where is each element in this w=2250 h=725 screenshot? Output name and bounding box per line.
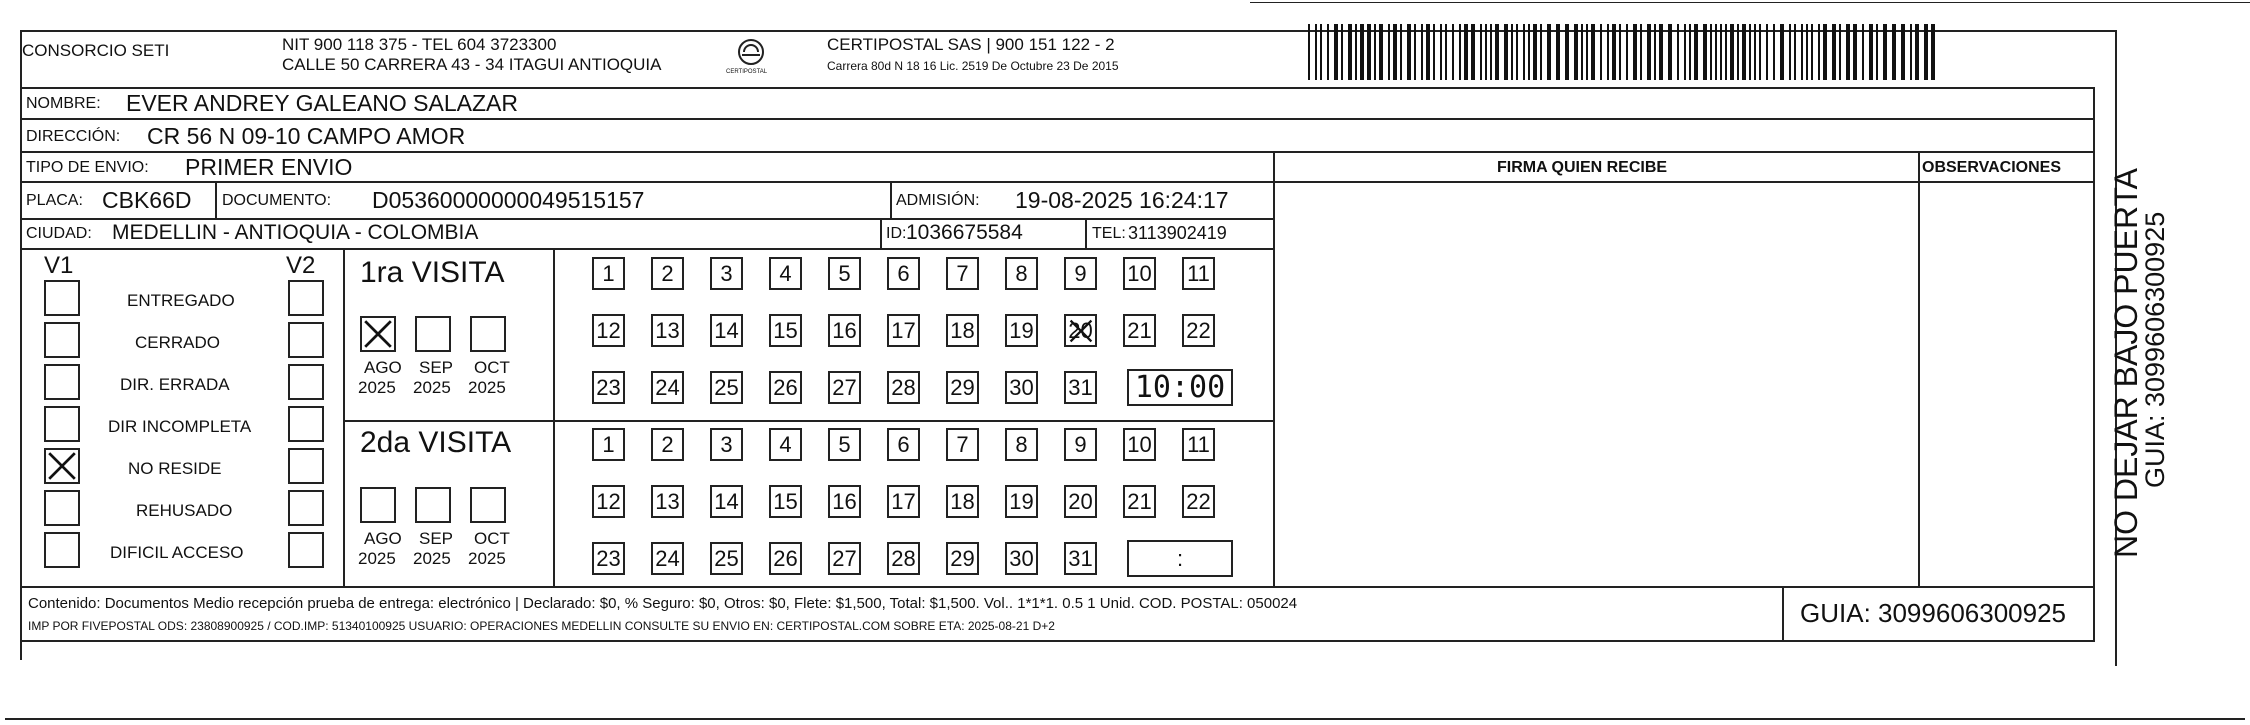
ciudad-label: CIUDAD: (26, 225, 92, 242)
visit2-day-box[interactable]: 29 (946, 542, 979, 575)
visit2-year-label: 2025 (358, 549, 396, 568)
visit2-day-box[interactable]: 17 (887, 485, 920, 518)
observaciones-header: OBSERVACIONES (1922, 159, 2061, 176)
firma-header: FIRMA QUIEN RECIBE (1497, 159, 1668, 176)
v1-label: V1 (44, 252, 74, 279)
postal-license: Carrera 80d N 18 16 Lic. 2519 De Octubre 23 De 2015 (827, 59, 1119, 73)
v2-label: V2 (286, 252, 316, 279)
visit2-day-box[interactable]: 8 (1005, 428, 1038, 461)
id-value: 1036675584 (906, 221, 1023, 244)
visit2-day-box[interactable]: 30 (1005, 542, 1038, 575)
visit2-title: 2da VISITA (360, 426, 512, 459)
status-label: DIR INCOMPLETA (108, 417, 252, 436)
visit1-day-box[interactable]: 11 (1182, 257, 1215, 290)
visit1-day-box[interactable]: 25 (710, 371, 743, 404)
status-v2-checkbox[interactable] (288, 280, 324, 316)
visit2-day-box[interactable]: 22 (1182, 485, 1215, 518)
visit1-day-box[interactable]: 17 (887, 314, 920, 347)
visit1-day-box[interactable]: 18 (946, 314, 979, 347)
status-v2-checkbox[interactable] (288, 448, 324, 484)
documento-label: DOCUMENTO: (222, 192, 332, 209)
visit1-day-box[interactable]: 22 (1182, 314, 1215, 347)
direccion-label: DIRECCIÓN: (26, 128, 121, 145)
company-name: CONSORCIO SETI (22, 41, 170, 60)
admision-label: ADMISIÓN: (896, 192, 980, 209)
visit1-year-label: 2025 (468, 378, 506, 397)
visit1-day-box[interactable]: 23 (592, 371, 625, 404)
visit1-month-checkbox[interactable] (415, 316, 451, 352)
footer-contenido: Contenido: Documentos Medio recepción prueba de entrega: electrónico | Declarado: $0, % Seguro: $0, Otros: $0, Flete: $1,500, Total: $1,500. Vol.. 1*1*1. 0.5 1 Unid. COD. POSTAL: 050024 (28, 595, 1298, 612)
status-v1-checkbox[interactable] (44, 532, 80, 568)
barcode (1306, 24, 1940, 80)
tipo-value: PRIMER ENVIO (185, 154, 353, 180)
visit1-day-box[interactable]: 26 (769, 371, 802, 404)
visit2-month-checkbox[interactable] (415, 487, 451, 523)
visit2-day-box[interactable]: 10 (1123, 428, 1156, 461)
visit1-month-checkbox[interactable] (360, 316, 396, 352)
visit1-day-box[interactable]: 20 (1064, 314, 1097, 347)
visit1-day-box[interactable]: 31 (1064, 371, 1097, 404)
status-v1-checkbox[interactable] (44, 364, 80, 400)
visit2-day-box[interactable]: 25 (710, 542, 743, 575)
visit1-month-label: OCT (474, 358, 510, 377)
visit2-day-box[interactable]: 16 (828, 485, 861, 518)
visit1-day-box[interactable]: 19 (1005, 314, 1038, 347)
col-firma-left (1273, 151, 1275, 586)
visit2-day-box[interactable]: 7 (946, 428, 979, 461)
status-v1-checkbox[interactable] (44, 406, 80, 442)
visit2-day-box[interactable]: 14 (710, 485, 743, 518)
x-mark-icon (46, 450, 78, 482)
visit1-day-box[interactable]: 8 (1005, 257, 1038, 290)
visit2-month-checkbox[interactable] (470, 487, 506, 523)
status-v2-checkbox[interactable] (288, 322, 324, 358)
ciudad-value: MEDELLIN - ANTIOQUIA - COLOMBIA (112, 221, 479, 244)
visit1-day-box[interactable]: 27 (828, 371, 861, 404)
visit1-year-label: 2025 (358, 378, 396, 397)
visit2-month-label: SEP (419, 529, 454, 548)
visit2-day-box[interactable]: 1 (592, 428, 625, 461)
visit2-day-box[interactable]: 5 (828, 428, 861, 461)
visit2-day-box[interactable]: 3 (710, 428, 743, 461)
footer-guia: GUIA: 3099606300925 (1800, 598, 2066, 628)
guia-box-left (1782, 586, 1784, 642)
visit2-day-box[interactable]: 6 (887, 428, 920, 461)
visit1-day-box[interactable]: 10 (1123, 257, 1156, 290)
x-mark-icon (1068, 318, 1094, 344)
visit2-day-box[interactable]: 19 (1005, 485, 1038, 518)
postal-name: CERTIPOSTAL SAS | 900 151 122 - 2 (827, 35, 1115, 54)
row-line-3b (1273, 181, 2095, 183)
visit2-day-box[interactable]: 11 (1182, 428, 1215, 461)
visit1-day-box[interactable]: 7 (946, 257, 979, 290)
visit2-month-label: OCT (474, 529, 510, 548)
id-divider (880, 218, 882, 248)
status-v2-checkbox[interactable] (288, 364, 324, 400)
visit2-day-box[interactable]: 15 (769, 485, 802, 518)
visit1-month-label: SEP (419, 358, 454, 377)
nit-line: NIT 900 118 375 - TEL 604 3723300 (282, 35, 557, 54)
visit2-time-field[interactable]: : (1127, 540, 1233, 577)
visit1-day-box[interactable]: 9 (1064, 257, 1097, 290)
side-warning: NO DEJAR BAJO PUERTA (2108, 168, 2144, 558)
cross-mark (1068, 318, 1094, 344)
logo-text: CERTIPOSTAL (726, 69, 768, 75)
status-v2-checkbox[interactable] (288, 532, 324, 568)
info-left (20, 87, 22, 592)
visit1-month-checkbox[interactable] (470, 316, 506, 352)
visit1-year-label: 2025 (413, 378, 451, 397)
status-v1-checkbox[interactable] (44, 322, 80, 358)
visit1-day-box[interactable]: 29 (946, 371, 979, 404)
row-line-2 (20, 151, 2095, 153)
status-label: ENTREGADO (127, 291, 235, 310)
visit1-day-box[interactable]: 4 (769, 257, 802, 290)
visit1-title: 1ra VISITA (360, 256, 505, 289)
bottom-rule (5, 718, 2245, 720)
visit2-month-label: AGO (364, 529, 402, 548)
status-label: DIFICIL ACCESO (110, 543, 244, 562)
visit1-day-box[interactable]: 1 (592, 257, 625, 290)
row-line-5 (20, 248, 1275, 250)
visit2-day-box[interactable]: 21 (1123, 485, 1156, 518)
visit2-year-label: 2025 (468, 549, 506, 568)
visit1-day-box[interactable]: 16 (828, 314, 861, 347)
visit2-day-box[interactable]: 18 (946, 485, 979, 518)
visit2-day-box[interactable]: 24 (651, 542, 684, 575)
visit1-day-box[interactable]: 21 (1123, 314, 1156, 347)
status-label: NO RESIDE (128, 459, 222, 478)
status-label: CERRADO (135, 333, 221, 352)
nombre-value: EVER ANDREY GALEANO SALAZAR (126, 90, 518, 116)
visit1-day-box[interactable]: 3 (710, 257, 743, 290)
visit1-day-box[interactable]: 13 (651, 314, 684, 347)
info-top (20, 87, 2095, 89)
row-line-1 (20, 118, 2095, 120)
tel-divider (1085, 218, 1087, 248)
visit1-day-box[interactable]: 12 (592, 314, 625, 347)
visit2-year-label: 2025 (413, 549, 451, 568)
documento-value: D05360000000049515157 (372, 187, 645, 213)
visit1-day-box[interactable]: 14 (710, 314, 743, 347)
x-mark-icon (362, 318, 394, 350)
info-right (2093, 87, 2095, 642)
address-line: CALLE 50 CARRERA 43 - 34 ITAGUI ANTIOQUIA (282, 55, 662, 74)
visit2-day-box[interactable]: 27 (828, 542, 861, 575)
visit1-day-box[interactable]: 2 (651, 257, 684, 290)
certipostal-logo-icon (722, 36, 780, 84)
placa-label: PLACA: (26, 192, 83, 209)
visit1-day-box[interactable]: 15 (769, 314, 802, 347)
footer-imp: IMP POR FIVEPOSTAL ODS: 23808900925 / COD.IMP: 51340100925 USUARIO: OPERACIONES MEDELLIN CONSULTE SU ENVIO EN: CERTIPOSTAL.COM SOBRE ETA: 2025-08-21 D+2 (28, 619, 1055, 633)
status-divider (343, 248, 345, 586)
visit2-day-box[interactable]: 20 (1064, 485, 1097, 518)
visit2-day-box[interactable]: 26 (769, 542, 802, 575)
visit2-day-box[interactable]: 23 (592, 542, 625, 575)
side-guia: GUIA: 3099606300925 (2140, 211, 2170, 488)
visit2-day-box[interactable]: 2 (651, 428, 684, 461)
status-v1-checkbox[interactable] (44, 448, 80, 484)
visit1-day-box[interactable]: 5 (828, 257, 861, 290)
placa-divider (215, 183, 217, 218)
visit2-month-checkbox[interactable] (360, 487, 396, 523)
status-v2-checkbox[interactable] (288, 490, 324, 526)
status-v2-checkbox[interactable] (288, 406, 324, 442)
visit1-time-field[interactable]: 10:00 (1127, 369, 1233, 406)
visit2-day-box[interactable]: 12 (592, 485, 625, 518)
visit-divider-v (553, 248, 555, 586)
tel-label: TEL: (1092, 225, 1126, 242)
top-rule-right (1250, 2, 2250, 3)
visit1-day-box[interactable]: 6 (887, 257, 920, 290)
visit-divider-h (343, 420, 1275, 422)
admision-divider (890, 183, 892, 218)
tel-value: 3113902419 (1128, 223, 1227, 243)
id-label: ID: (886, 225, 907, 242)
admision-value: 19-08-2025 16:24:17 (1015, 187, 1229, 213)
visit1-day-box[interactable]: 28 (887, 371, 920, 404)
visit2-day-box[interactable]: 4 (769, 428, 802, 461)
tipo-label: TIPO DE ENVIO: (26, 159, 149, 176)
visit2-day-box[interactable]: 28 (887, 542, 920, 575)
status-label: DIR. ERRADA (120, 375, 230, 394)
visit1-day-box[interactable]: 24 (651, 371, 684, 404)
certipostal-logo (722, 36, 780, 84)
status-v1-checkbox[interactable] (44, 490, 80, 526)
col-obs-left (1918, 151, 1920, 586)
visit2-day-box[interactable]: 9 (1064, 428, 1097, 461)
direccion-value: CR 56 N 09-10 CAMPO AMOR (147, 123, 466, 149)
visit1-day-box[interactable]: 30 (1005, 371, 1038, 404)
visit2-day-box[interactable]: 13 (651, 485, 684, 518)
placa-value: CBK66D (102, 187, 192, 213)
status-v1-checkbox[interactable] (44, 280, 80, 316)
visit2-day-box[interactable]: 31 (1064, 542, 1097, 575)
nombre-label: NOMBRE: (26, 95, 101, 112)
status-label: REHUSADO (136, 501, 233, 520)
row-line-3 (20, 181, 1275, 183)
visit1-month-label: AGO (364, 358, 402, 377)
